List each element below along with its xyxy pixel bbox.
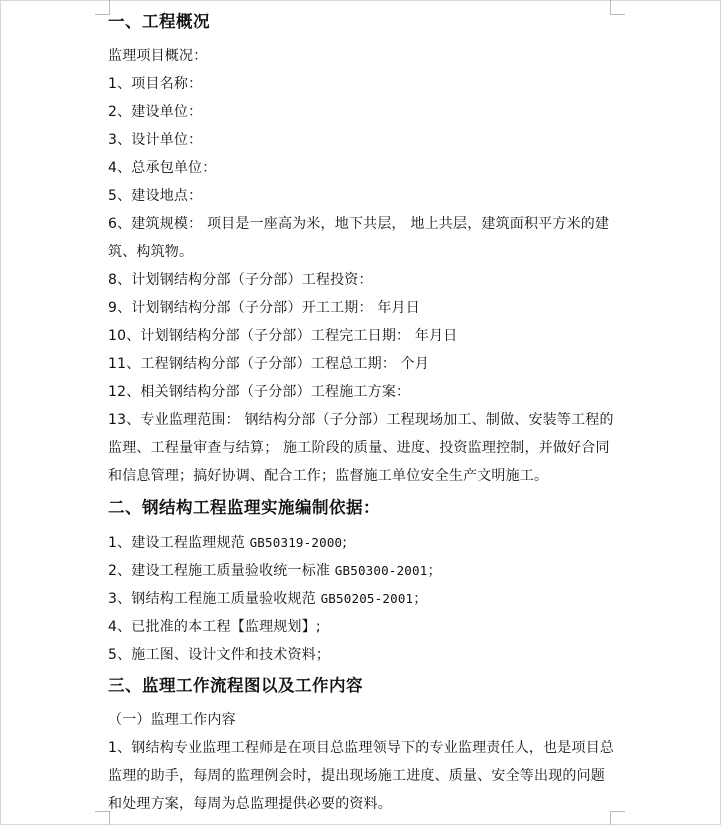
section-intro: 监理项目概况：	[108, 48, 208, 64]
list-item-continuation: 和信息管理；搞好协调、配合工作；监督施工单位安全生产文明施工。	[108, 468, 549, 484]
item-text: 3、钢结构工程施工质量验收规范	[108, 591, 321, 607]
list-item: 1、项目名称：	[108, 76, 203, 92]
item-punct: ；	[427, 563, 442, 579]
section-heading: 二、钢结构工程监理实施编制依据：	[108, 498, 380, 517]
list-item	[108, 589, 427, 609]
section-heading: 三、监理工作流程图以及工作内容	[108, 676, 363, 695]
paragraph-line: 和处理方案，每周为总监理提供必要的资料。	[108, 796, 392, 812]
list-item: 8、计划钢结构分部（子分部）工程投资：	[108, 272, 373, 288]
list-item	[108, 617, 321, 637]
item-punct: ;	[342, 535, 348, 551]
list-item: 6、建筑规模： 项目是一座高为米，地下共层， 地上共层，建筑面积平方米的建	[108, 216, 610, 232]
item-punct: ；	[413, 591, 428, 607]
paragraph-line: 1、钢结构专业监理工程师是在项目总监理领导下的专业监理责任人，也是项目总	[108, 740, 615, 756]
item-text: 2、建设工程施工质量验收统一标准	[108, 563, 335, 579]
standard-code: GB50319-2000	[249, 535, 343, 550]
list-item: 4、总承包单位：	[108, 160, 217, 176]
list-item: 5、建设地点：	[108, 188, 203, 204]
list-item	[108, 561, 442, 581]
list-item	[108, 533, 347, 553]
crop-mark-bottom-right	[610, 811, 625, 825]
section-heading: 一、工程概况	[108, 12, 210, 31]
list-item: 10、计划钢结构分部（子分部）工程完工日期： 年月日	[108, 328, 458, 344]
item-text: 1、建设工程监理规范	[108, 535, 250, 551]
standard-code: GB50300-2001	[334, 563, 428, 578]
list-item: 13、专业监理范围： 钢结构分部（子分部）工程现场加工、制做、安装等工程的	[108, 412, 614, 428]
subsection-heading: （一）监理工作内容	[108, 712, 236, 728]
list-item: 3、设计单位：	[108, 132, 203, 148]
paragraph-line: 监理的助手，每周的监理例会时，提出现场施工进度、质量、安全等出现的问题	[108, 768, 605, 784]
list-item: 9、计划钢结构分部（子分部）开工工期： 年月日	[108, 300, 420, 316]
list-item	[108, 645, 330, 665]
standard-code: GB50205-2001	[320, 591, 414, 606]
crop-mark-top-right	[610, 0, 625, 15]
item-text: 4、已批准的本工程【监理规划】;	[108, 619, 321, 635]
item-text: 5、施工图、设计文件和技术资料；	[108, 647, 331, 663]
list-item: 11、工程钢结构分部（子分部）工程总工期： 个月	[108, 356, 430, 372]
list-item-continuation: 筑、构筑物。	[108, 244, 194, 260]
list-item-continuation: 监理、工程量审查与结算； 施工阶段的质量、进度、投资监理控制，并做好合同	[108, 440, 610, 456]
list-item: 2、建设单位：	[108, 104, 203, 120]
list-item: 12、相关钢结构分部（子分部）工程施工方案：	[108, 384, 411, 400]
